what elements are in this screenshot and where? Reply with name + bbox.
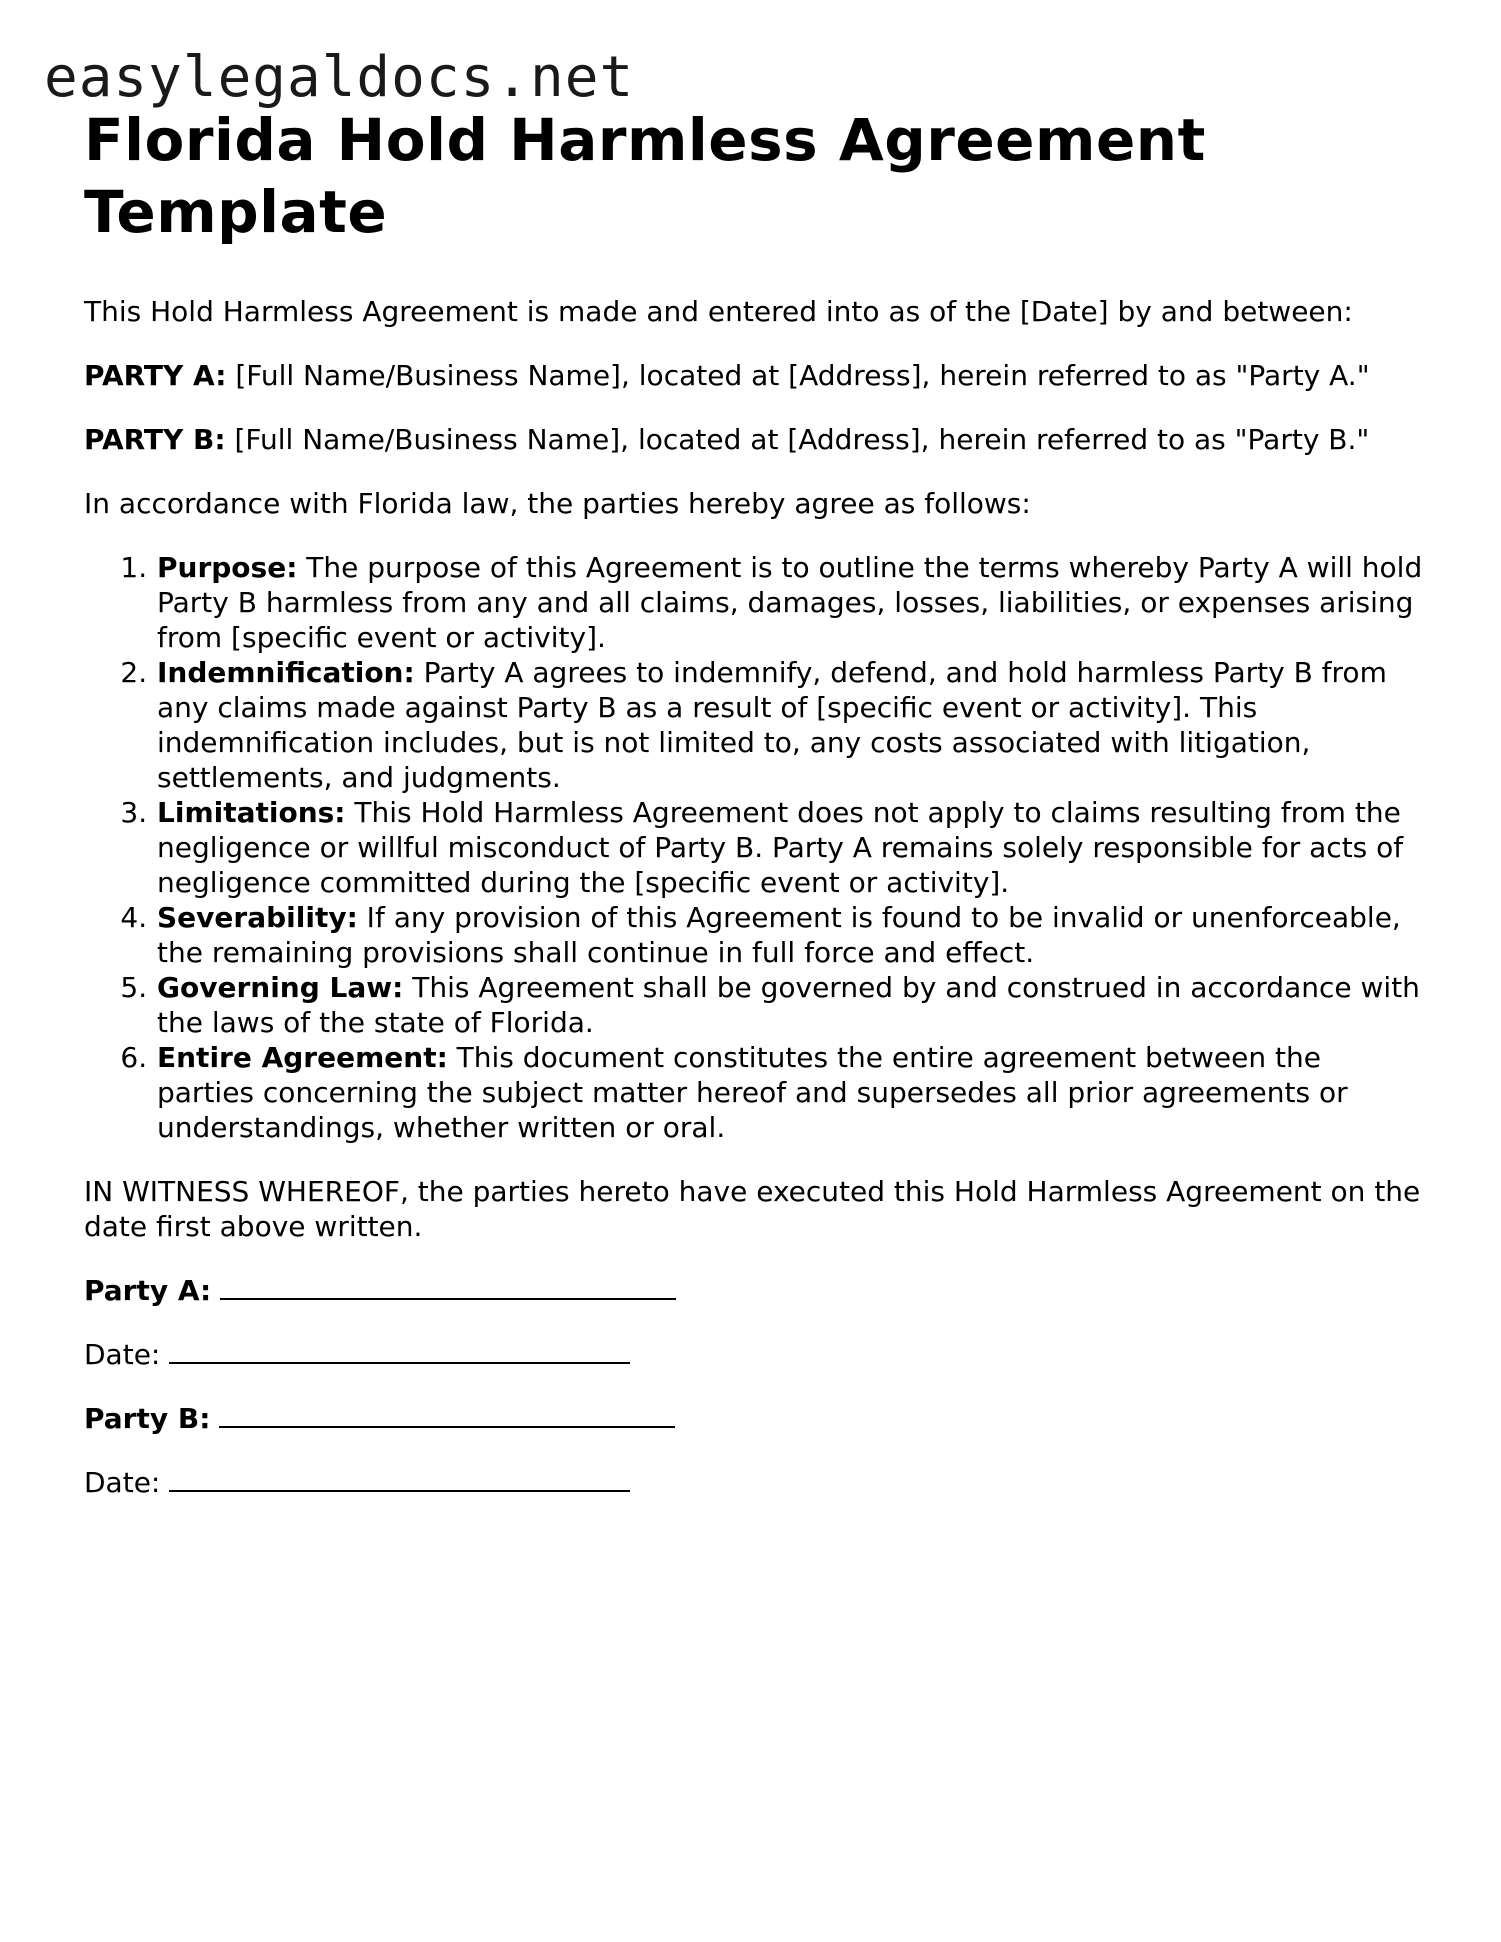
signature-date-a-label: Date:: [84, 1338, 161, 1371]
signature-party-b: [84, 1401, 1424, 1436]
clause-label: Purpose:: [157, 551, 298, 584]
clauses-list: [84, 550, 1424, 1145]
clause-indemnification: [156, 655, 1424, 795]
clause-text: This document constitutes the entire agreement between the parties concerning the subject matter hereof and supersedes all prior agreements or understandings, whether written or oral.: [157, 1041, 1348, 1144]
signature-date-b: [84, 1465, 1424, 1500]
clause-text: This Agreement shall be governed by and construed in accordance with the laws of the state of Florida.: [157, 971, 1420, 1039]
party-b-label: PARTY B:: [84, 423, 226, 456]
signature-date-a-line[interactable]: [169, 1337, 630, 1364]
signature-date-a: [84, 1337, 1424, 1372]
clause-text: The purpose of this Agreement is to outline the terms whereby Party A will hold Party B harmless from any and all claims, damages, losses, liabilities, or expenses arising from [specific event or activity].: [157, 551, 1423, 654]
clause-governing-law: [156, 970, 1424, 1040]
accordance-paragraph: In accordance with Florida law, the parties hereby agree as follows:: [84, 487, 1031, 520]
clause-text: If any provision of this Agreement is found to be invalid or unenforceable, the remaining provisions shall continue in full force and effect.: [157, 901, 1401, 969]
clause-label: Severability:: [157, 901, 358, 934]
signature-party-b-label: Party B:: [84, 1402, 211, 1435]
clause-text: This Hold Harmless Agreement does not apply to claims resulting from the negligence or willful misconduct of Party B. Party A remains solely responsible for acts of negligence committed during the [specific event or activity].: [157, 796, 1404, 899]
witness-paragraph: IN WITNESS WHEREOF, the parties hereto have executed this Hold Harmless Agreement on the date first above written.: [84, 1175, 1421, 1243]
clause-text: Party A agrees to indemnify, defend, and hold harmless Party B from any claims made against Party B as a result of [specific event or activity]. This indemnification includes, but is not limited to, any costs associated with litigation, settlements, and judgments.: [157, 656, 1387, 794]
clause-label: Indemnification:: [157, 656, 415, 689]
clause-label: Limitations:: [157, 796, 346, 829]
clause-purpose: [156, 550, 1424, 655]
party-a-text: [Full Name/Business Name], located at [Address], herein referred to as "Party A.": [226, 359, 1370, 392]
signature-date-b-line[interactable]: [169, 1465, 630, 1492]
signature-party-a-line[interactable]: [220, 1273, 676, 1300]
clause-label: Entire Agreement:: [157, 1041, 448, 1074]
document-title: Florida Hold Harmless Agreement Template: [84, 106, 1206, 246]
clause-severability: [156, 900, 1424, 970]
site-watermark: easylegaldocs.net: [44, 45, 635, 110]
clause-entire-agreement: [156, 1040, 1424, 1145]
party-a-label: PARTY A:: [84, 359, 227, 392]
document-body: [84, 104, 1424, 1500]
intro-paragraph: This Hold Harmless Agreement is made and entered into as of the [Date] by and between:: [84, 295, 1353, 328]
signature-date-b-label: Date:: [84, 1466, 161, 1499]
party-a-paragraph: [84, 358, 1424, 393]
signature-party-b-line[interactable]: [219, 1401, 675, 1428]
party-b-text: [Full Name/Business Name], located at [Address], herein referred to as "Party B.": [225, 423, 1370, 456]
signature-party-a: [84, 1273, 1424, 1308]
party-b-paragraph: [84, 422, 1424, 457]
clause-limitations: [156, 795, 1424, 900]
signature-party-a-label: Party A:: [84, 1274, 212, 1307]
clause-label: Governing Law:: [157, 971, 404, 1004]
